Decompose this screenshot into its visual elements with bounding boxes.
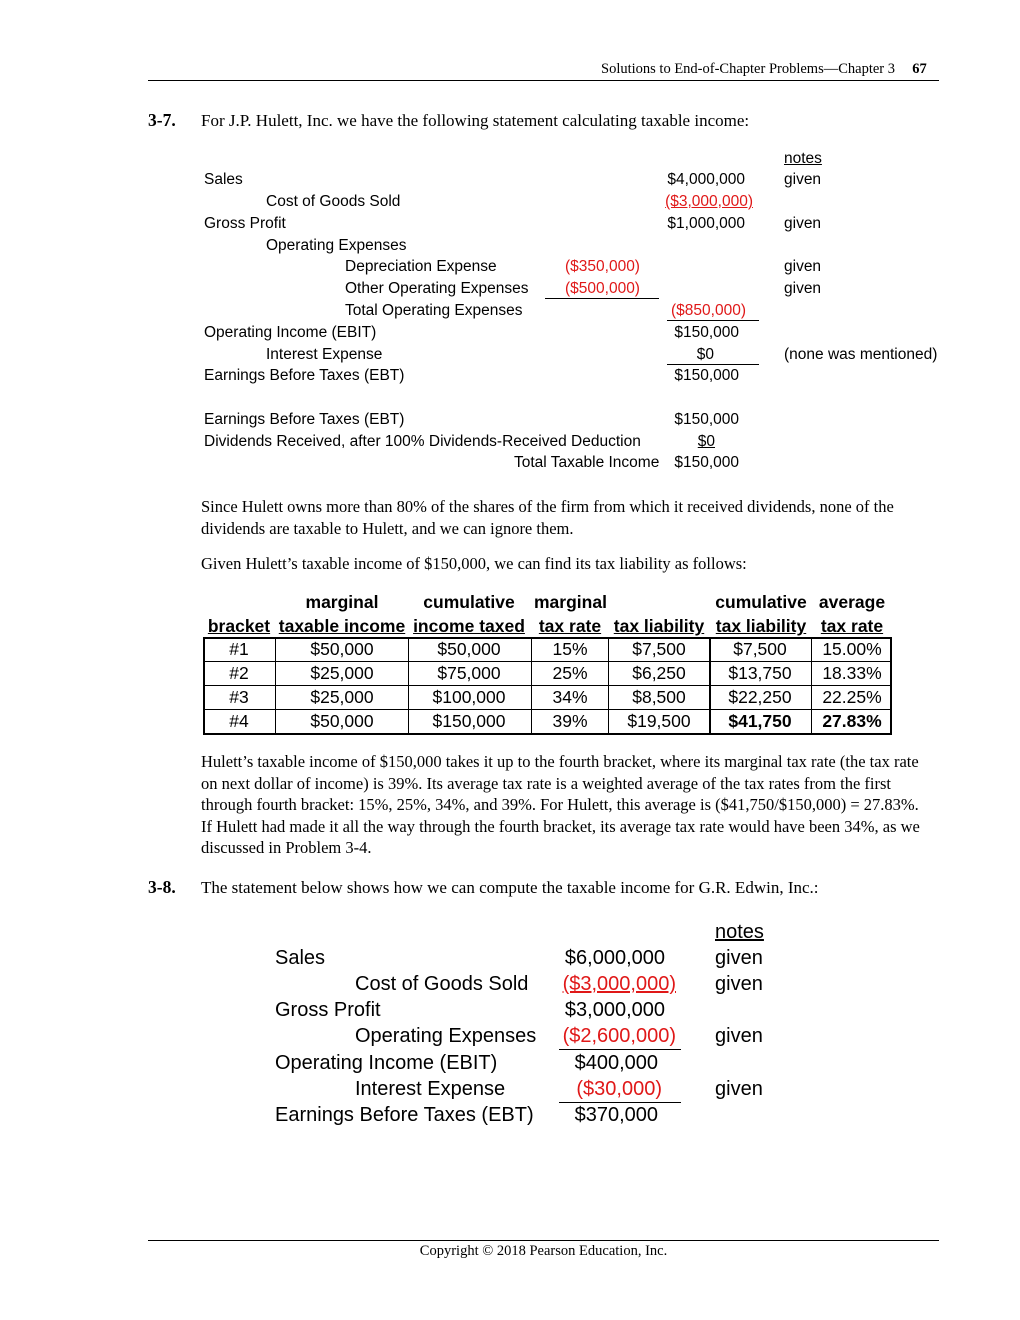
row-label-depreciation: Depreciation Expense — [345, 258, 497, 275]
subtotal-rule-total-opex — [667, 320, 759, 321]
row-label-ebt-2: Earnings Before Taxes (EBT) — [204, 411, 405, 428]
cell-bracket: #1 — [229, 639, 249, 659]
amount-cogs: ($3,000,000) — [665, 193, 753, 210]
cell-bracket: #2 — [229, 663, 249, 683]
notes-header: notes — [784, 150, 822, 167]
cell-tax-liability: $8,500 — [632, 687, 686, 707]
running-title: Solutions to End-of-Chapter Problems—Chapter 3 — [601, 61, 895, 77]
amount-ebit: $400,000 — [574, 1052, 658, 1074]
cell-bracket: #4 — [229, 711, 249, 731]
cell-taxable-income: $50,000 — [310, 639, 374, 659]
header-bracket: bracket — [207, 616, 271, 636]
row-label-sales: Sales — [275, 947, 326, 969]
problem-3-8-intro: The statement below shows how we can compute the taxable income for G.R. Edwin, Inc.: — [201, 878, 819, 897]
cell-marginal-rate: 34% — [552, 687, 588, 707]
grid-col-line-3 — [531, 637, 532, 735]
header-top-4: marginal — [534, 592, 607, 612]
cell-income-taxed: $75,000 — [437, 663, 501, 683]
footer-rule — [148, 1240, 939, 1241]
cell-cum-liability: $22,250 — [728, 687, 792, 707]
note-depreciation: given — [784, 258, 822, 275]
note-sales: given — [715, 947, 763, 969]
note-operating-expenses: given — [715, 1025, 763, 1047]
cell-bracket: #3 — [229, 687, 249, 707]
cell-cum-liability: $7,500 — [733, 639, 787, 659]
page-number: 67 — [912, 61, 927, 77]
row-label-other-opex: Other Operating Expenses — [345, 280, 529, 297]
row-label-operating-expenses: Operating Expenses — [355, 1025, 537, 1047]
grid-col-line-4 — [608, 637, 609, 735]
amount-ebt-2: $150,000 — [674, 411, 739, 428]
amount-dividends: $0 — [697, 433, 715, 450]
amount-gross-profit: $1,000,000 — [667, 215, 745, 232]
problem-3-7-intro: For J.P. Hulett, Inc. we have the following statement calculating taxable income: — [201, 111, 750, 130]
cell-tax-liability: $19,500 — [627, 711, 691, 731]
header-rule — [148, 80, 939, 81]
row-label-taxable-income: Total Taxable Income — [514, 454, 660, 471]
footer-copyright: Copyright © 2018 Pearson Education, Inc. — [419, 1243, 668, 1259]
amount-depreciation: ($350,000) — [565, 258, 640, 275]
row-label-interest: Interest Expense — [355, 1078, 506, 1100]
note-interest: given — [715, 1078, 763, 1100]
cell-income-taxed: $100,000 — [432, 687, 506, 707]
amount-other-opex: ($500,000) — [565, 280, 640, 297]
cell-taxable-income: $25,000 — [310, 687, 374, 707]
cell-marginal-rate: 39% — [552, 711, 588, 731]
amount-operating-expenses: ($2,600,000) — [562, 1025, 676, 1047]
cell-avg-rate: 15.00% — [822, 639, 882, 659]
paragraph-bracket-explanation — [201, 751, 926, 859]
paragraph-bracket-explanation-text: Hulett’s taxable income of $150,000 takes it up to the fourth bracket, where its marginal tax rate (the tax rate on next dollar of income) is 39%. Its average tax rate is a weighted average of the tax rates from the first through fourth bracket: 15%, 25%, 34%, and 39%. For Hulett, this average is ($41,750/$150,000) = 27.83%. If Hulett had made it all the way through the fourth bracket, its average tax rate would have been 34%, as we discussed in Problem 3-4. — [201, 752, 920, 857]
row-label-total-opex: Total Operating Expenses — [345, 302, 523, 319]
cell-cum-liability-total: $41,750 — [728, 711, 792, 731]
paragraph-dividends-text: Since Hulett owns more than 80% of the shares of the firm from which it received dividends, none of the dividends are taxable to Hulett, and we can ignore them. — [201, 497, 894, 538]
note-gross-profit: given — [784, 215, 822, 232]
header-avg-rate: tax rate — [820, 616, 884, 636]
amount-ebit: $150,000 — [674, 324, 739, 341]
header-income-taxed: income taxed — [413, 616, 525, 636]
grid-col-line-2 — [408, 637, 409, 735]
grid-col-line-1 — [275, 637, 276, 735]
note-interest: (none was mentioned) — [784, 346, 938, 363]
header-tax-liability: tax liability — [613, 616, 705, 636]
note-other-opex: given — [784, 280, 822, 297]
amount-cogs: ($3,000,000) — [562, 973, 676, 995]
row-label-gross-profit: Gross Profit — [204, 215, 286, 232]
row-label-dividends: Dividends Received, after 100% Dividends-Received Deduction — [204, 433, 641, 450]
row-label-ebit: Operating Income (EBIT) — [275, 1052, 498, 1074]
cell-taxable-income: $50,000 — [310, 711, 374, 731]
cell-marginal-rate: 25% — [552, 663, 588, 683]
row-label-sales: Sales — [204, 171, 243, 188]
cell-tax-liability: $7,500 — [632, 639, 686, 659]
cell-tax-liability: $6,250 — [632, 663, 686, 683]
header-top-3: cumulative — [423, 592, 515, 612]
subtotal-rule-opex — [545, 298, 659, 299]
cell-avg-rate-total: 27.83% — [822, 711, 882, 731]
note-sales: given — [784, 171, 822, 188]
header-taxable-income: taxable income — [278, 616, 406, 636]
paragraph-dividends — [201, 496, 931, 539]
cell-avg-rate: 18.33% — [822, 663, 882, 683]
amount-sales: $6,000,000 — [564, 947, 665, 969]
amount-total-opex: ($850,000) — [671, 302, 746, 319]
problem-number-3-7: 3-7. — [148, 110, 176, 130]
subtotal-rule-interest — [559, 1102, 681, 1103]
cell-income-taxed: $50,000 — [437, 639, 501, 659]
row-label-ebit: Operating Income (EBIT) — [204, 324, 377, 341]
cell-cum-liability: $13,750 — [728, 663, 792, 683]
paragraph-tax-intro-text: Given Hulett’s taxable income of $150,000, we can find its tax liability as follows: — [201, 554, 747, 573]
problem-number-3-8: 3-8. — [148, 877, 176, 897]
row-label-interest: Interest Expense — [266, 346, 383, 363]
header-top-7: average — [818, 592, 886, 612]
running-header — [601, 61, 927, 78]
amount-ebt: $150,000 — [674, 367, 739, 384]
cell-avg-rate: 22.25% — [822, 687, 882, 707]
note-cogs: given — [715, 973, 763, 995]
header-top-2: marginal — [305, 592, 379, 612]
amount-interest: ($30,000) — [576, 1078, 662, 1100]
row-label-ebt: Earnings Before Taxes (EBT) — [204, 367, 405, 384]
row-label-gross-profit: Gross Profit — [275, 999, 381, 1021]
header-marginal-rate: tax rate — [538, 616, 602, 636]
header-top-6: cumulative — [715, 592, 807, 612]
amount-taxable-income: $150,000 — [674, 454, 739, 471]
row-label-operating-expenses: Operating Expenses — [266, 237, 407, 254]
row-label-cogs: Cost of Goods Sold — [355, 973, 529, 995]
amount-gross-profit: $3,000,000 — [564, 999, 665, 1021]
subtotal-rule-interest — [667, 364, 759, 365]
amount-interest: $0 — [696, 346, 714, 363]
row-label-ebt: Earnings Before Taxes (EBT) — [275, 1104, 534, 1126]
amount-ebt: $370,000 — [574, 1104, 658, 1126]
header-cum-liability: tax liability — [715, 616, 807, 636]
row-label-cogs: Cost of Goods Sold — [266, 193, 401, 210]
notes-header-3-8: notes — [715, 921, 764, 943]
paragraph-tax-intro — [201, 553, 931, 575]
cell-taxable-income: $25,000 — [310, 663, 374, 683]
cell-marginal-rate: 15% — [552, 639, 588, 659]
amount-sales: $4,000,000 — [667, 171, 745, 188]
subtotal-rule-opex — [559, 1049, 681, 1050]
cell-income-taxed: $150,000 — [432, 711, 506, 731]
